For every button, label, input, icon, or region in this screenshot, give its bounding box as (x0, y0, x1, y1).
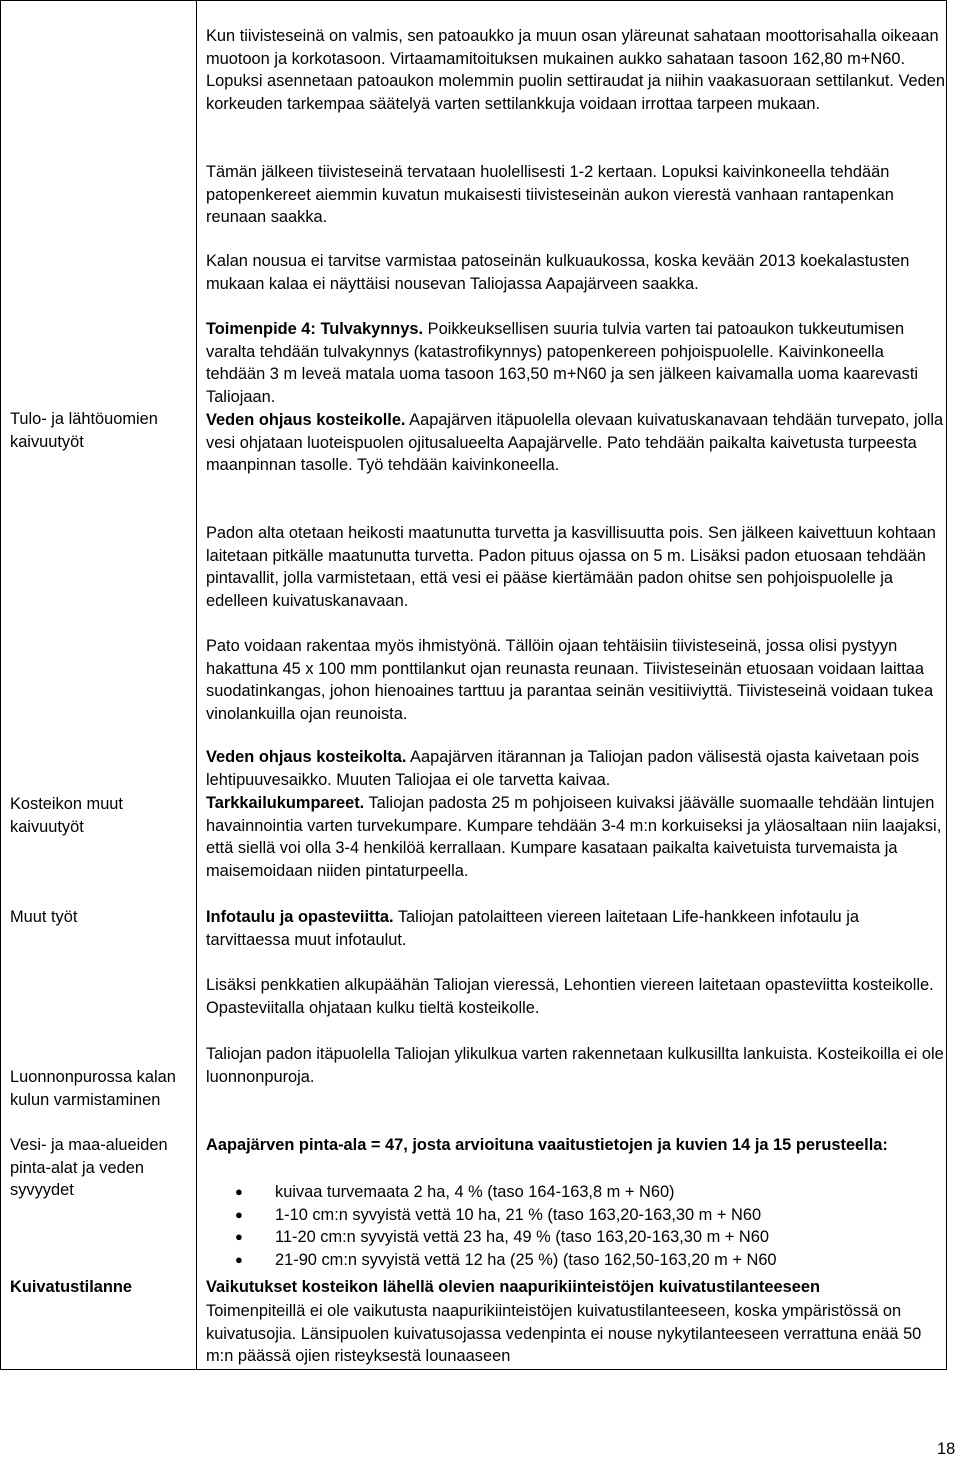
label-luonnonpurossa: Luonnonpurossa kalan kulun varmistaminen (10, 1068, 176, 1109)
paragraph-kalan-nousua: Kalan nousua ei tarvitse varmistaa patoseinän kulkuaukossa, koska kevään 2013 koekalastusten mukaan kalaa ei näyttäisi nousevan Taliojassa Aapajärveen saakka. (206, 252, 910, 293)
paragraph-opasteviitta: Lisäksi penkkatien alkupäähän Taliojan vieressä, Lehontien viereen laitetaan opasteviitta kosteikolle. Opasteviitalla ohjataan kulku tieltä kosteikolle. (206, 976, 934, 1017)
paragraph-toimenpiteilla: Toimenpiteillä ei ole vaikutusta naapurikiinteistöjen kuivatustilanteeseen, koska ympäristössä on kuivatusojia. Länsipuolen kuivatusojassa vedenpinta ei nouse nykytilanteeseen verrattuna enää 50 m:n päässä ojien risteyksestä lounaaseen (206, 1302, 922, 1366)
text-infotaulu: Taliojan patolaitteen viereen laitetaan Life-hankkeen infotaulu ja tarvittaessa muut infotaulut. (206, 908, 859, 949)
paragraph-veden-ohjaus-kosteikolta (206, 746, 946, 791)
paragraph-veden-ohjaus-kosteikolle (206, 409, 946, 477)
paragraph-tulvakynnys (206, 318, 946, 408)
depth-list (206, 1181, 946, 1271)
label-tulo-ja-lahtouomien: Tulo- ja lähtöuomien kaivuutyöt (10, 410, 158, 451)
column-divider (196, 0, 197, 1370)
heading-aapajarven-pinta-ala: Aapajärven pinta-ala = 47, josta arvioituna vaaitustietojen ja kuvien 14 ja 15 perusteella: (206, 1136, 888, 1154)
list-item: ● 21-90 cm:n syvyistä vettä 12 ha (25 %) (taso 162,50-163,20 m + N60 (206, 1249, 946, 1272)
heading-veden-ohjaus-kosteikolle: Veden ohjaus kosteikolle. (206, 411, 406, 429)
label-muut-tyot: Muut työt (10, 908, 78, 926)
text-veden-ohjaus-kosteikolle: Aapajärven itäpuolella olevaan kuivatuskanavaan tehdään turvepato, jolla vesi ohjataan luoteispuolen ojitusalueelta Aapajärvelle. Pato tehdään paikalta kaivetusta turpeesta maanpinnan tasolle. Työ tehdään kaivinkoneella. (206, 411, 944, 475)
text-tarkkailukumpareet: Taliojan padosta 25 m pohjoiseen kuivaksi jäävälle suomaalle tehdään lintujen havainnointia varten turvekumpare. Kumpare tehdään 3-4 m:n korkuiseksi ja yläosaltaan niin laajaksi, että siellä voi olla 3-4 henkilöä kerrallaan. Kumpare kasataan paikalta kaivetuista turvemaista ja maisemoidaan niiden pintaturpeella. (206, 794, 942, 880)
paragraph-ihmistyona: Pato voidaan rakentaa myös ihmistyönä. Tällöin ojaan tehtäisiin tiivisteseinä, jossa olisi pystyyn hakattuna 45 x 100 mm ponttilankut ojan reunasta reunaan. Tiivisteseinän etuosaan voidaan laittaa suodatinkangas, johon hienoaines tarttuu ja parantaa seinän vesitiiviyttä. Tiivisteseinä voidaan tukea vinolankuilla ojan reunoista. (206, 637, 934, 723)
label-kosteikon-muut: Kosteikon muut kaivuutyöt (10, 795, 123, 836)
paragraph-infotaulu (206, 906, 946, 951)
paragraph-tiivisteseina-valmis: Kun tiivisteseinä on valmis, sen patoaukko ja muun osan yläreunat sahataan moottorisahalla oikeaan muotoon ja korkotasoon. Virtaamamitoituksen mukainen aukko sahataan tasoon 162,80 m+N60. Lopuksi asennetaan patoaukon molemmin puolin settiraudat ja niihin vaakasuoraan settilankut. Veden korkeuden tarkempaa säätelyä varten settilankkuja voidaan irrottaa tarpeen mukaan. (206, 27, 945, 113)
heading-vaikutukset: Vaikutukset kosteikon lähellä olevien naapurikiinteistöjen kuivatustilanteeseen (206, 1278, 820, 1296)
list-item: ● kuivaa turvemaata 2 ha, 4 % (taso 164-163,8 m + N60) (206, 1181, 946, 1204)
text-tulvakynnys: Poikkeuksellisen suuria tulvia varten tai patoaukon tukkeutumisen varalta tehdään tulvakynnys (katastrofikynnys) patopenkereen pohjoispuolelle. Kaivinkoneella tehdään 3 m leveä matala uoma tasoon 163,50 m+N60 ja sen jälkeen kaivamalla uoma kaarevasti Taliojaan. (206, 320, 919, 406)
paragraph-padon-alta: Padon alta otetaan heikosti maatunutta turvetta ja kasvillisuutta pois. Sen jälkeen kaivettuun kohtaan laitetaan pitkälle maatunutta turvetta. Padon pituus ojassa on 5 m. Lisäksi padon etuosaan tehdään pintavallit, jolla varmistetaan, että vesi ei pääse kiertämään padon ohitse sen pohjoispuolelle ja edelleen kuivatuskanavaan. (206, 524, 936, 610)
list-item: ● 1-10 cm:n syvyistä vettä 10 ha, 21 % (taso 163,20-163,30 m + N60 (206, 1204, 946, 1227)
label-vesi-ja-maa-alueiden: Vesi- ja maa-alueiden pinta-alat ja veden syvyydet (10, 1136, 168, 1200)
heading-infotaulu: Infotaulu ja opasteviitta. (206, 908, 394, 926)
paragraph-tarkkailukumpareet (206, 792, 946, 882)
label-kuivatustilanne: Kuivatustilanne (10, 1278, 133, 1296)
text-veden-ohjaus-kosteikolta: Aapajärven itärannan ja Taliojan padon välisestä ojasta kaivetaan pois lehtipuuvesaikko. Muuten Taliojaa ei ole tarvetta kaivaa. (206, 748, 920, 789)
list-item: ● 11-20 cm:n syvyistä vettä 23 ha, 49 % (taso 163,20-163,30 m + N60 (206, 1226, 946, 1249)
heading-tulvakynnys: Toimenpide 4: Tulvakynnys. (206, 320, 424, 338)
paragraph-kulkusilta: Taliojan padon itäpuolella Taliojan ylikulkua varten rakennetaan kulkusillta lankuista. Kosteikoilla ei ole luonnonpuroja. (206, 1045, 944, 1086)
paragraph-tervataan: Tämän jälkeen tiivisteseinä tervataan huolellisesti 1-2 kertaan. Lopuksi kaivinkoneella tehdään patopenkereet aiemmin kuvatun mukaisesti tiivisteseinän aukon vierestä vanhaan rantapenkan reunaan saakka. (206, 163, 894, 227)
heading-veden-ohjaus-kosteikolta: Veden ohjaus kosteikolta. (206, 748, 407, 766)
heading-tarkkailukumpareet: Tarkkailukumpareet. (206, 794, 365, 812)
page-number: 18 (937, 1440, 956, 1458)
